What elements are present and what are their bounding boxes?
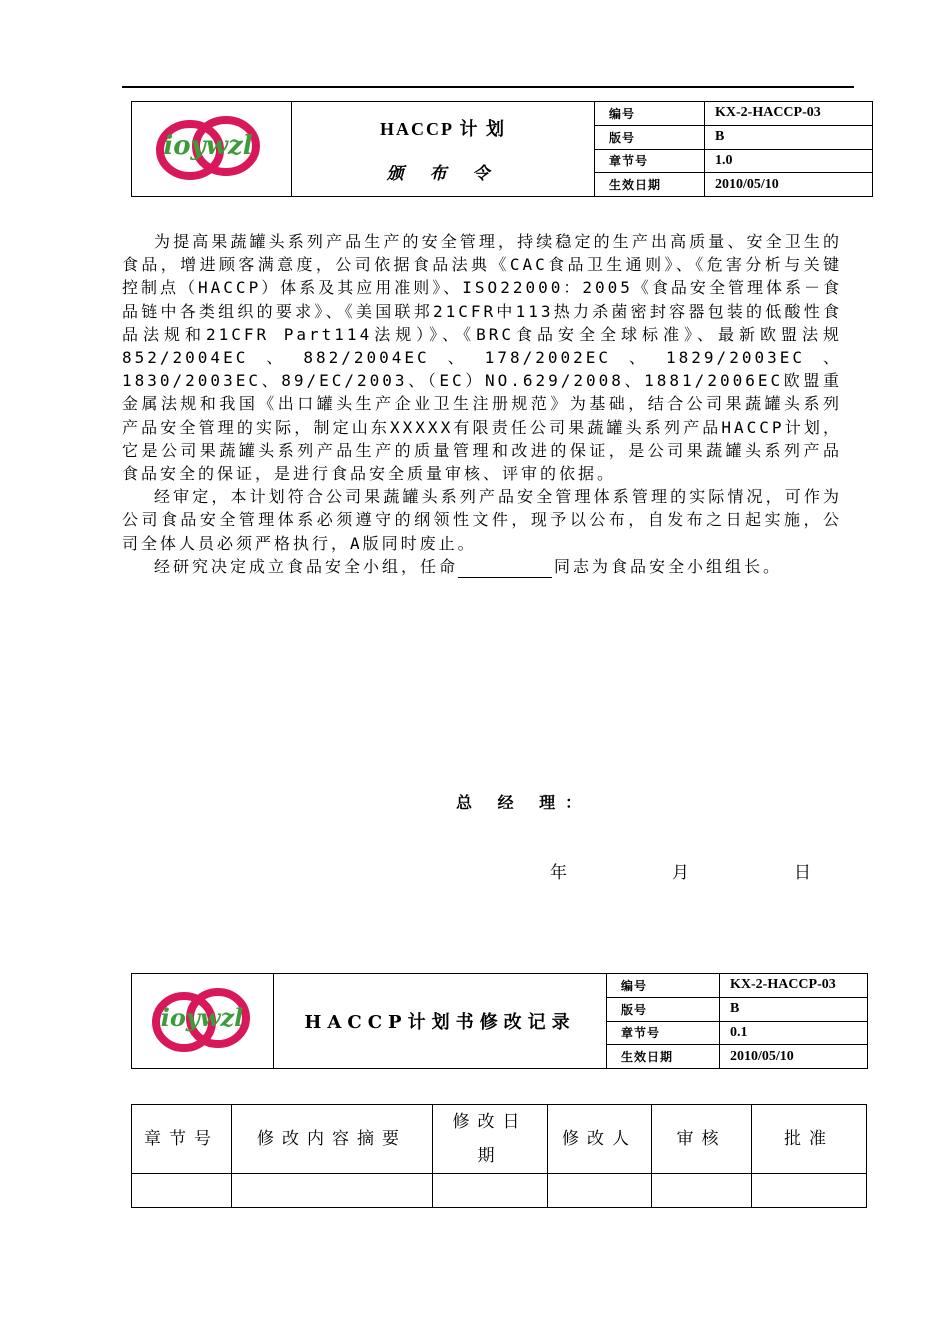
column-header: 修改日期 <box>433 1105 548 1174</box>
date-month-label: 月 <box>672 863 689 883</box>
table-cell[interactable] <box>132 1174 232 1208</box>
table-cell[interactable] <box>652 1174 752 1208</box>
body-paragraph: 经审定，本计划符合公司果蔬罐头系列产品安全管理体系管理的实际情况，可作为公司食品安全管理体系必须遵守的纲领性文件，现予以公布，自发布之日起实施，公司全体人员必须严格执行，A版同时废止。 <box>122 487 842 553</box>
logo-wordmark: ioywzl <box>160 1003 244 1032</box>
revision-title-cell <box>274 974 607 1069</box>
field-label: 生效日期 <box>607 1045 720 1069</box>
document-subtitle: 颁 布 令 <box>386 163 500 184</box>
field-value: KX-2-HACCP-03 <box>705 102 873 126</box>
name-blank <box>458 561 552 578</box>
document-title-cell <box>292 102 595 197</box>
company-logo <box>132 102 292 197</box>
field-label: 章节号 <box>595 149 705 173</box>
table-row <box>132 1174 867 1208</box>
field-label: 编号 <box>595 102 705 126</box>
field-value: B <box>705 125 873 149</box>
field-value: 1.0 <box>705 149 873 173</box>
field-label: 生效日期 <box>595 173 705 197</box>
revision-header <box>131 973 868 1069</box>
column-header: 修改人 <box>548 1105 652 1174</box>
general-manager-label: 总 经 理： <box>456 793 592 812</box>
document-title: HACCP 计 划 <box>380 118 506 139</box>
field-label: 章节号 <box>607 1021 720 1045</box>
revision-title: HACCP计划书修改记录 <box>304 1012 576 1033</box>
table-cell[interactable] <box>548 1174 652 1208</box>
column-header: 修改内容摘要 <box>232 1105 433 1174</box>
field-label: 版号 <box>595 125 705 149</box>
logo-icon <box>132 974 272 1068</box>
appointment-text-end: 同志为食品安全小组组长。 <box>554 556 783 576</box>
table-cell[interactable] <box>752 1174 867 1208</box>
body-paragraph <box>122 555 842 578</box>
logo-icon <box>132 102 290 196</box>
column-header: 批准 <box>752 1105 867 1174</box>
date-day-label: 日 <box>794 863 811 883</box>
table-cell[interactable] <box>433 1174 548 1208</box>
field-label: 编号 <box>607 974 720 998</box>
top-rule <box>122 86 854 88</box>
field-label: 版号 <box>607 997 720 1021</box>
field-value: B <box>720 997 868 1021</box>
column-header: 审核 <box>652 1105 752 1174</box>
table-cell[interactable] <box>232 1174 433 1208</box>
field-value: KX-2-HACCP-03 <box>720 974 868 998</box>
field-value: 2010/05/10 <box>720 1045 868 1069</box>
decree-body <box>122 230 842 578</box>
revision-record-table <box>131 1104 867 1208</box>
date-year-label: 年 <box>550 863 567 883</box>
body-paragraph: 为提高果蔬罐头系列产品生产的安全管理，持续稳定的生产出高质量、安全卫生的食品，增进顾客满意度，公司依据食品法典《CAC食品卫生通则》、《危害分析与关键控制点（HACCP）体系及其应用准则》、ISO22000：2005《食品安全管理体系－食品链中各类组织的要求》、《美国联邦21CFR中113热力杀菌密封容器包装的低酸性食品法规和21CFR Part114法规）》、《BRC食品安全全球标准》、最新欧盟法规852/2004EC、882/2004EC、178/2002EC、1829/2003EC、1830/2003EC、89/EC/2003、（EC）NO.629/2008、1881/2006EC欧盟重金属法规和我国《出口罐头生产企业卫生注册规范》为基础，结合公司果蔬罐头系列产品安全管理的实际，制定山东XXXXX有限责任公司果蔬罐头系列产品HACCP计划，它是公司果蔬罐头系列产品生产的质量管理和改进的保证，是公司果蔬罐头系列产品食品安全的保证，是进行食品安全质量审核、评审的依据。 <box>122 232 842 484</box>
document-header <box>131 101 873 197</box>
table-header-row <box>132 1105 867 1174</box>
appointment-text: 经研究决定成立食品安全小组，任命 <box>154 556 459 576</box>
field-value: 0.1 <box>720 1021 868 1045</box>
field-value: 2010/05/10 <box>705 173 873 197</box>
company-logo <box>132 974 274 1069</box>
logo-wordmark: ioywzl <box>163 131 253 161</box>
column-header: 章节号 <box>132 1105 232 1174</box>
